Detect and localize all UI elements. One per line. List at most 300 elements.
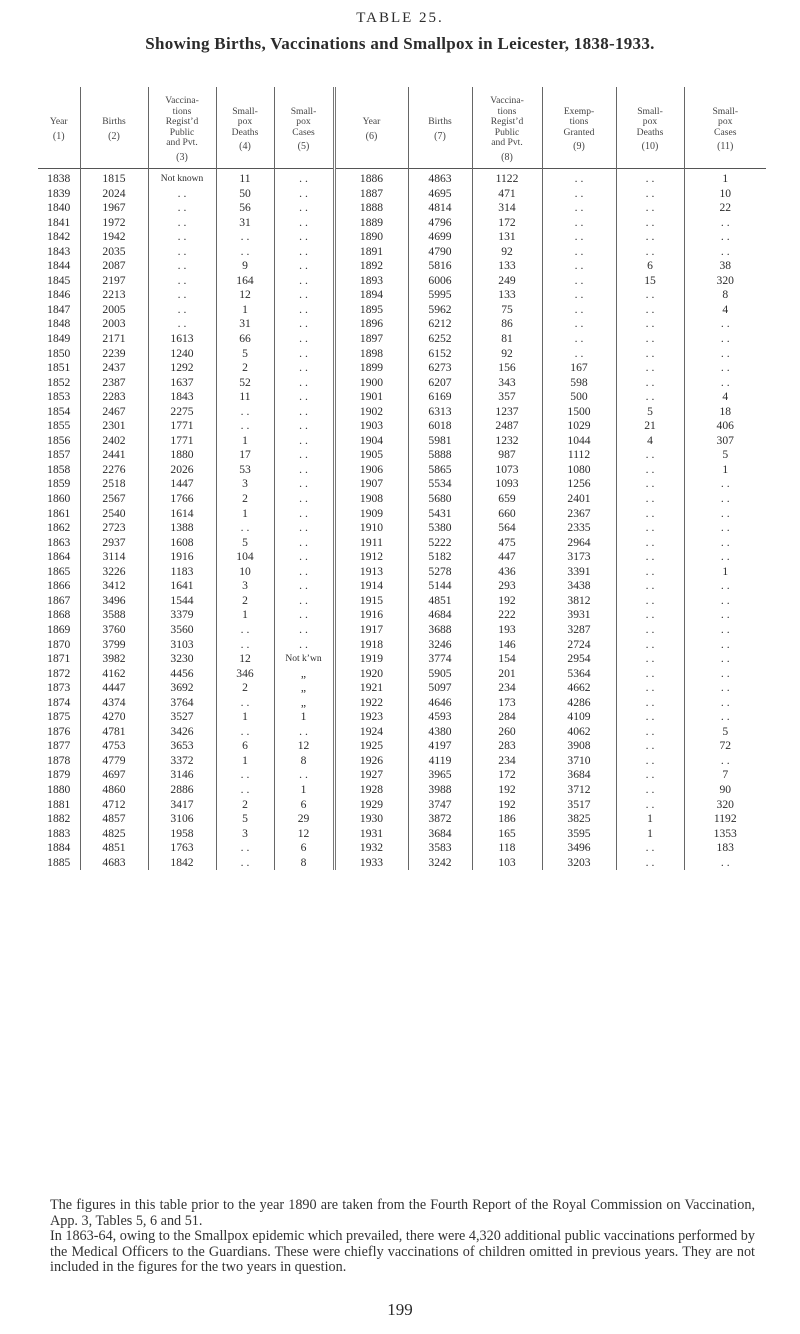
table-cell: . .	[148, 303, 216, 318]
table-cell: . .	[542, 245, 616, 260]
table-cell: . .	[616, 696, 684, 711]
table-row	[38, 725, 766, 740]
table-cell: 5	[216, 347, 274, 362]
table-cell: . .	[616, 347, 684, 362]
table-cell: . .	[616, 361, 684, 376]
table-cell: 2437	[80, 361, 148, 376]
table-cell: 1917	[334, 623, 408, 638]
table-cell: 1862	[47, 521, 71, 535]
table-cell: 186	[472, 812, 542, 827]
table-cell: . .	[684, 550, 766, 565]
table-row	[38, 187, 766, 202]
column-header-label: Small- pox Cases	[290, 105, 317, 138]
table-cell: 4062	[542, 725, 616, 740]
table-cell: . .	[684, 216, 766, 231]
table-cell: 3146	[148, 768, 216, 783]
table-cell: 660	[472, 507, 542, 522]
table-cell: 1846	[47, 288, 71, 302]
table-cell: 131	[472, 230, 542, 245]
table-cell: . .	[274, 347, 334, 362]
table-cell: . .	[274, 492, 334, 507]
table-cell: 1868	[47, 608, 71, 622]
table-cell: 222	[472, 608, 542, 623]
column-header-label: Exemp- tions Granted	[563, 105, 595, 138]
column-number: (2)	[108, 130, 120, 142]
table-cell: 1896	[334, 317, 408, 332]
table-cell: . .	[542, 317, 616, 332]
table-cell: 1925	[334, 739, 408, 754]
table-cell: 3812	[542, 594, 616, 609]
table-cell: 3595	[542, 827, 616, 842]
table-row	[38, 739, 766, 754]
table-cell: 1892	[334, 259, 408, 274]
table-cell: . .	[616, 187, 684, 202]
table-cell: 4270	[80, 710, 148, 725]
table-cell: 6	[216, 739, 274, 754]
table-row	[38, 667, 766, 682]
column-header-right-4	[542, 87, 616, 169]
table-row	[38, 608, 766, 623]
table-cell: 1932	[334, 841, 408, 856]
table-cell: 3710	[542, 754, 616, 769]
table-cell: 1852	[47, 375, 71, 389]
table-cell: . .	[274, 725, 334, 740]
table-cell: 5888	[408, 448, 472, 463]
table-row	[38, 303, 766, 318]
table-cell: . .	[542, 332, 616, 347]
table-row	[38, 565, 766, 580]
table-cell: 5680	[408, 492, 472, 507]
table-row	[38, 681, 766, 696]
table-row	[38, 812, 766, 827]
table-cell: 1906	[334, 463, 408, 478]
table-cell: 66	[216, 332, 274, 347]
table-cell: 3226	[80, 565, 148, 580]
table-cell: 4825	[80, 827, 148, 842]
column-number: (5)	[297, 141, 310, 152]
table-cell: 343	[472, 376, 542, 391]
table-cell: 5534	[408, 477, 472, 492]
table-cell: 3496	[542, 841, 616, 856]
table-cell: 72	[684, 739, 766, 754]
table-cell: 314	[472, 201, 542, 216]
table-cell: 4712	[80, 798, 148, 813]
table-cell: . .	[616, 507, 684, 522]
table-cell: 4374	[80, 696, 148, 711]
table-cell: . .	[542, 274, 616, 289]
table-cell: 3688	[408, 623, 472, 638]
table-cell: 4790	[408, 245, 472, 260]
table-cell: 104	[216, 550, 274, 565]
table-cell: 2275	[148, 405, 216, 420]
table-cell: 3760	[80, 623, 148, 638]
table-cell: 6152	[408, 347, 472, 362]
table-cell: 1885	[47, 855, 71, 869]
table-cell: 21	[616, 419, 684, 434]
table-row	[38, 754, 766, 769]
table-cell: 1927	[334, 768, 408, 783]
table-cell: 1608	[148, 536, 216, 551]
table-cell: . .	[216, 856, 274, 871]
table-cell: 8	[274, 754, 334, 769]
column-number: (10)	[641, 141, 659, 152]
table-cell: 1924	[334, 725, 408, 740]
table-cell: 2886	[148, 783, 216, 798]
table-cell: 2441	[80, 448, 148, 463]
table-cell: 1900	[334, 376, 408, 391]
table-cell: 1902	[334, 405, 408, 420]
table-cell: . .	[216, 783, 274, 798]
table-cell: 3692	[148, 681, 216, 696]
table-cell: 8	[684, 288, 766, 303]
table-cell: 2387	[80, 376, 148, 391]
table-cell: 1931	[334, 827, 408, 842]
table-cell: 38	[684, 259, 766, 274]
table-cell: 52	[216, 376, 274, 391]
table-cell: 5816	[408, 259, 472, 274]
table-cell: 987	[472, 448, 542, 463]
table-cell: 3965	[408, 768, 472, 783]
table-cell: 193	[472, 623, 542, 638]
table-cell: 4662	[542, 681, 616, 696]
table-cell: 1856	[47, 433, 71, 447]
table-cell: 1240	[148, 347, 216, 362]
table-cell: 4197	[408, 739, 472, 754]
table-cell: . .	[616, 681, 684, 696]
table-cell: 5364	[542, 667, 616, 682]
table-cell: 1112	[542, 448, 616, 463]
table-cell: . .	[616, 798, 684, 813]
table-cell: 1861	[47, 506, 71, 520]
table-cell: 1864	[47, 550, 71, 564]
table-cell: 293	[472, 579, 542, 594]
table-cell: 1	[274, 783, 334, 798]
table-cell: . .	[684, 579, 766, 594]
table-row	[38, 274, 766, 289]
table-cell: 1842	[148, 856, 216, 871]
table-cell: 1901	[334, 390, 408, 405]
table-cell: 1	[616, 827, 684, 842]
table-cell: 2239	[80, 347, 148, 362]
table-cell: 4684	[408, 608, 472, 623]
column-header-label: Year	[362, 116, 381, 127]
table-row	[38, 623, 766, 638]
table-cell: 172	[472, 216, 542, 231]
table-cell: 1893	[334, 274, 408, 289]
table-cell: 3747	[408, 798, 472, 813]
table-cell: 3426	[148, 725, 216, 740]
table-cell: . .	[148, 317, 216, 332]
table-cell: 2171	[80, 332, 148, 347]
table-cell: . .	[216, 696, 274, 711]
table-cell: . .	[684, 361, 766, 376]
column-header-label: Vaccina- tions Regist’d Public and Pvt.	[165, 95, 199, 148]
table-cell: 81	[472, 332, 542, 347]
column-header-right-5	[616, 87, 684, 169]
table-cell: 2276	[80, 463, 148, 478]
table-cell: 1882	[47, 812, 71, 826]
table-cell: 12	[216, 288, 274, 303]
table-cell: 12	[274, 827, 334, 842]
table-cell: . .	[616, 783, 684, 798]
column-number: (9)	[573, 141, 585, 152]
table-cell: 1859	[47, 477, 71, 491]
table-cell: 6169	[408, 390, 472, 405]
table-row	[38, 492, 766, 507]
table-cell: . .	[216, 623, 274, 638]
table-cell: 17	[216, 448, 274, 463]
table-row	[38, 827, 766, 842]
table-cell: . .	[274, 768, 334, 783]
table-cell: . .	[616, 448, 684, 463]
table-cell: . .	[616, 638, 684, 653]
table-cell: 2005	[80, 303, 148, 318]
column-header-label: Small- pox Deaths	[231, 105, 259, 138]
table-cell: 357	[472, 390, 542, 405]
table-cell: 4162	[80, 667, 148, 682]
table-cell: 4380	[408, 725, 472, 740]
table-cell: 3114	[80, 550, 148, 565]
table-cell: 2937	[80, 536, 148, 551]
table-cell: 86	[472, 317, 542, 332]
table-cell: . .	[684, 347, 766, 362]
table-cell: . .	[542, 187, 616, 202]
table-cell: 283	[472, 739, 542, 754]
table-cell: . .	[274, 361, 334, 376]
table-cell: 436	[472, 565, 542, 580]
table-cell: 1500	[542, 405, 616, 420]
table-cell: 1855	[47, 419, 71, 433]
table-cell: 50	[216, 187, 274, 202]
table-row	[38, 579, 766, 594]
table-cell: . .	[274, 638, 334, 653]
table-row	[38, 245, 766, 260]
table-cell: . .	[684, 521, 766, 536]
table-cell: 183	[684, 841, 766, 856]
column-header-left-3	[148, 87, 216, 169]
table-cell: 4697	[80, 768, 148, 783]
table-cell: . .	[616, 739, 684, 754]
table-cell: . .	[148, 201, 216, 216]
table-cell: 5222	[408, 536, 472, 551]
table-header-row	[38, 87, 766, 169]
table-cell: 1858	[47, 462, 71, 476]
table-cell: . .	[616, 608, 684, 623]
table-cell: 4286	[542, 696, 616, 711]
table-cell: . .	[616, 521, 684, 536]
table-cell: 5097	[408, 681, 472, 696]
table-row	[38, 536, 766, 551]
table-cell: 3287	[542, 623, 616, 638]
table-cell: 75	[472, 303, 542, 318]
table-cell: 5	[684, 725, 766, 740]
table-cell: 1920	[334, 667, 408, 682]
table-cell: 1913	[334, 565, 408, 580]
table-cell: 1880	[47, 782, 71, 796]
table-cell: 12	[216, 652, 274, 667]
table-cell: 1869	[47, 622, 71, 636]
table-cell: 1942	[80, 230, 148, 245]
table-cell: . .	[616, 536, 684, 551]
table-cell: 1873	[47, 681, 71, 695]
table-cell: 5905	[408, 667, 472, 682]
table-cell: 4	[684, 390, 766, 405]
table-cell: „	[274, 681, 334, 696]
table-cell: 3931	[542, 608, 616, 623]
table-row	[38, 201, 766, 216]
table-cell: 1353	[684, 827, 766, 842]
table-cell: 1851	[47, 361, 71, 375]
table-row	[38, 169, 766, 187]
table-cell: 1544	[148, 594, 216, 609]
table-cell: 1	[216, 608, 274, 623]
column-number: (3)	[176, 151, 188, 163]
table-cell: 1910	[334, 521, 408, 536]
table-cell: 1919	[334, 652, 408, 667]
table-cell: 1874	[47, 695, 71, 709]
table-cell: 192	[472, 783, 542, 798]
column-number: (6)	[365, 130, 378, 142]
table-cell: 1641	[148, 579, 216, 594]
table-cell: 4796	[408, 216, 472, 231]
table-cell: 1904	[334, 434, 408, 449]
table-cell: . .	[216, 638, 274, 653]
table-cell: 659	[472, 492, 542, 507]
table-cell: . .	[542, 288, 616, 303]
table-cell: 3825	[542, 812, 616, 827]
table-cell: . .	[616, 579, 684, 594]
table-cell: . .	[542, 169, 616, 187]
table-cell: 3653	[148, 739, 216, 754]
table-cell: 1763	[148, 841, 216, 856]
table-cell: 3246	[408, 638, 472, 653]
table-row	[38, 216, 766, 231]
table-cell: 1897	[334, 332, 408, 347]
table-cell: 5278	[408, 565, 472, 580]
table-cell: 1192	[684, 812, 766, 827]
table-cell: 346	[216, 667, 274, 682]
table-cell: 1073	[472, 463, 542, 478]
table-cell: 31	[216, 216, 274, 231]
table-cell: 3	[216, 827, 274, 842]
table-cell: . .	[274, 376, 334, 391]
table-cell: 10	[216, 565, 274, 580]
table-cell: . .	[684, 710, 766, 725]
table-cell: . .	[616, 245, 684, 260]
table-cell: . .	[616, 550, 684, 565]
table-cell: 1933	[334, 856, 408, 871]
table-cell: 1844	[47, 259, 71, 273]
table-cell: . .	[148, 216, 216, 231]
table-cell: 4814	[408, 201, 472, 216]
table-cell: 1865	[47, 564, 71, 578]
table-cell: 2487	[472, 419, 542, 434]
table-cell: 192	[472, 798, 542, 813]
table-cell: 3764	[148, 696, 216, 711]
table-cell: 1884	[47, 841, 71, 855]
table-cell: 1	[216, 303, 274, 318]
table-cell: 133	[472, 288, 542, 303]
table-cell: 1915	[334, 594, 408, 609]
table-cell: 3391	[542, 565, 616, 580]
footnotes	[50, 1198, 755, 1276]
table-cell: 1637	[148, 376, 216, 391]
column-header-label: Year	[49, 116, 68, 127]
table-cell: 3527	[148, 710, 216, 725]
table-cell: . .	[274, 390, 334, 405]
table-cell: 6313	[408, 405, 472, 420]
table-cell: 56	[216, 201, 274, 216]
table-cell: 1	[274, 710, 334, 725]
table-row	[38, 390, 766, 405]
table-cell: . .	[542, 347, 616, 362]
table-cell: 1029	[542, 419, 616, 434]
table-cell: . .	[274, 521, 334, 536]
table-cell: . .	[274, 201, 334, 216]
table-cell: 4646	[408, 696, 472, 711]
table-cell: 3496	[80, 594, 148, 609]
table-cell: 2402	[80, 434, 148, 449]
table-cell: 2035	[80, 245, 148, 260]
table-cell: 1863	[47, 535, 71, 549]
table-cell: . .	[216, 725, 274, 740]
table-cell: 2964	[542, 536, 616, 551]
table-cell: 1898	[334, 347, 408, 362]
table-cell: 3908	[542, 739, 616, 754]
table-cell: 18	[684, 405, 766, 420]
table-cell: . .	[616, 230, 684, 245]
table-cell: 3	[216, 579, 274, 594]
table-cell: 3982	[80, 652, 148, 667]
table-cell: 3106	[148, 812, 216, 827]
table-row	[38, 507, 766, 522]
footnote-source: The figures in this table prior to the year 1890 are taken from the Fourth Report of the Royal Commission on Vaccination, App. 3, Tables 5, 6 and 51.	[50, 1197, 755, 1229]
table-cell: 1850	[47, 346, 71, 360]
table-cell: 1771	[148, 419, 216, 434]
page-number: 199	[387, 1300, 413, 1319]
table-cell: . .	[274, 259, 334, 274]
table-cell: 1911	[334, 536, 408, 551]
table-cell: . .	[274, 332, 334, 347]
table-cell: 1894	[334, 288, 408, 303]
table-cell: 1967	[80, 201, 148, 216]
table-cell: 6	[274, 798, 334, 813]
table-cell: 471	[472, 187, 542, 202]
table-cell: . .	[616, 288, 684, 303]
table-cell: 2	[216, 798, 274, 813]
table-cell: 53	[216, 463, 274, 478]
table-cell: . .	[684, 754, 766, 769]
table-row	[38, 434, 766, 449]
table-cell: 1881	[47, 797, 71, 811]
table-cell: . .	[274, 187, 334, 202]
table-cell: 5	[616, 405, 684, 420]
table-cell: 11	[216, 390, 274, 405]
column-header-right-3	[472, 87, 542, 169]
table-cell: 1916	[148, 550, 216, 565]
column-number: (1)	[52, 130, 65, 142]
table-cell: 320	[684, 798, 766, 813]
table-cell: 1926	[334, 754, 408, 769]
table-cell: . .	[274, 274, 334, 289]
table-cell: 4683	[80, 856, 148, 871]
table-cell: 22	[684, 201, 766, 216]
column-header-label: Births	[102, 116, 126, 127]
table-cell: 1849	[47, 332, 71, 346]
table-cell: 3379	[148, 608, 216, 623]
table-cell: . .	[616, 216, 684, 231]
table-cell: 1	[684, 463, 766, 478]
